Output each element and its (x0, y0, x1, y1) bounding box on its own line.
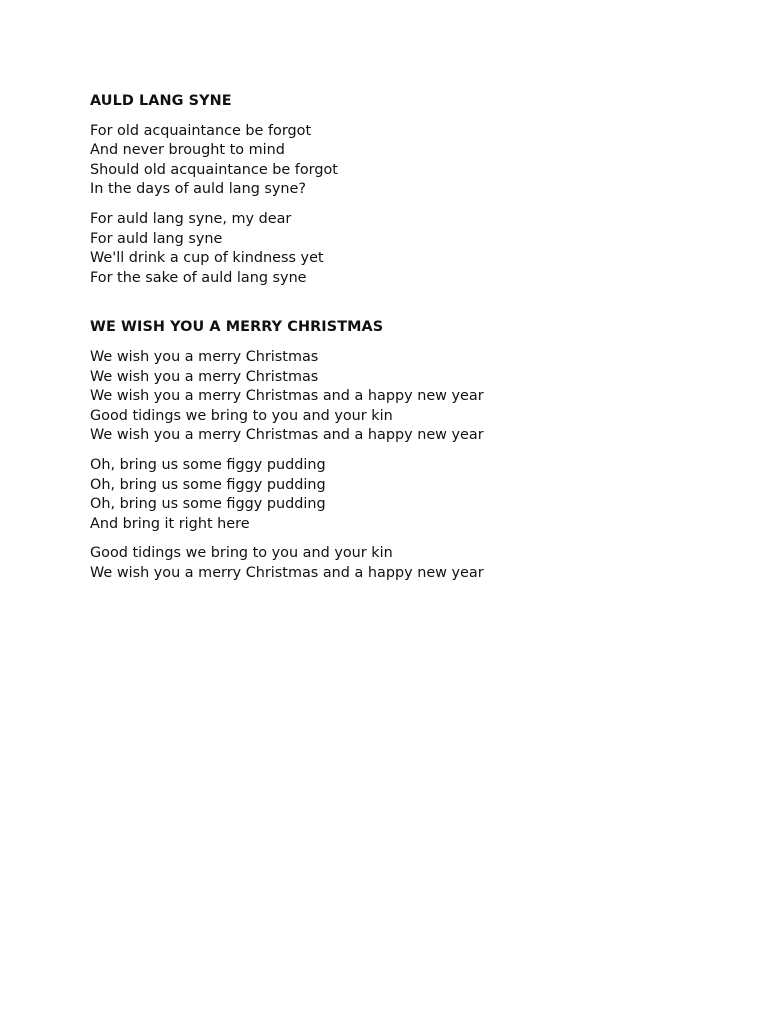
lyric-line: We wish you a merry Christmas and a happy new year (90, 564, 484, 581)
stanza (90, 348, 730, 446)
lyric-line: For auld lang syne (90, 230, 223, 247)
lyric-line: For old acquaintance be forgot (90, 122, 312, 139)
lyric-line: Good tidings we bring to you and your kin (90, 407, 393, 424)
song-we-wish-you-a-merry-christmas (90, 318, 730, 583)
lyric-line: We wish you a merry Christmas and a happy new year (90, 388, 484, 405)
lyric-line: We wish you a merry Christmas and a happy new year (90, 427, 484, 444)
lyric-line: For auld lang syne, my dear (90, 210, 292, 227)
document-page (90, 92, 730, 593)
song-title: WE WISH YOU A MERRY CHRISTMAS (90, 319, 384, 336)
lyric-line: Oh, bring us some figgy pudding (90, 476, 326, 493)
stanza (90, 122, 730, 200)
song-auld-lang-syne (90, 92, 730, 288)
lyric-line: And bring it right here (90, 515, 250, 532)
lyric-line: Oh, bring us some figgy pudding (90, 456, 326, 473)
lyric-line: For the sake of auld lang syne (90, 269, 307, 286)
lyric-line: We wish you a merry Christmas (90, 348, 319, 365)
stanza (90, 456, 730, 534)
stanza (90, 544, 730, 583)
stanza (90, 210, 730, 288)
lyric-line: Oh, bring us some figgy pudding (90, 496, 326, 513)
lyric-line: Should old acquaintance be forgot (90, 161, 338, 178)
lyric-line: We'll drink a cup of kindness yet (90, 250, 324, 267)
lyric-line: And never brought to mind (90, 142, 285, 159)
lyric-line: Good tidings we bring to you and your kin (90, 545, 393, 562)
song-title: AULD LANG SYNE (90, 93, 232, 109)
lyric-line: We wish you a merry Christmas (90, 368, 319, 385)
lyric-line: In the days of auld lang syne? (90, 181, 307, 198)
